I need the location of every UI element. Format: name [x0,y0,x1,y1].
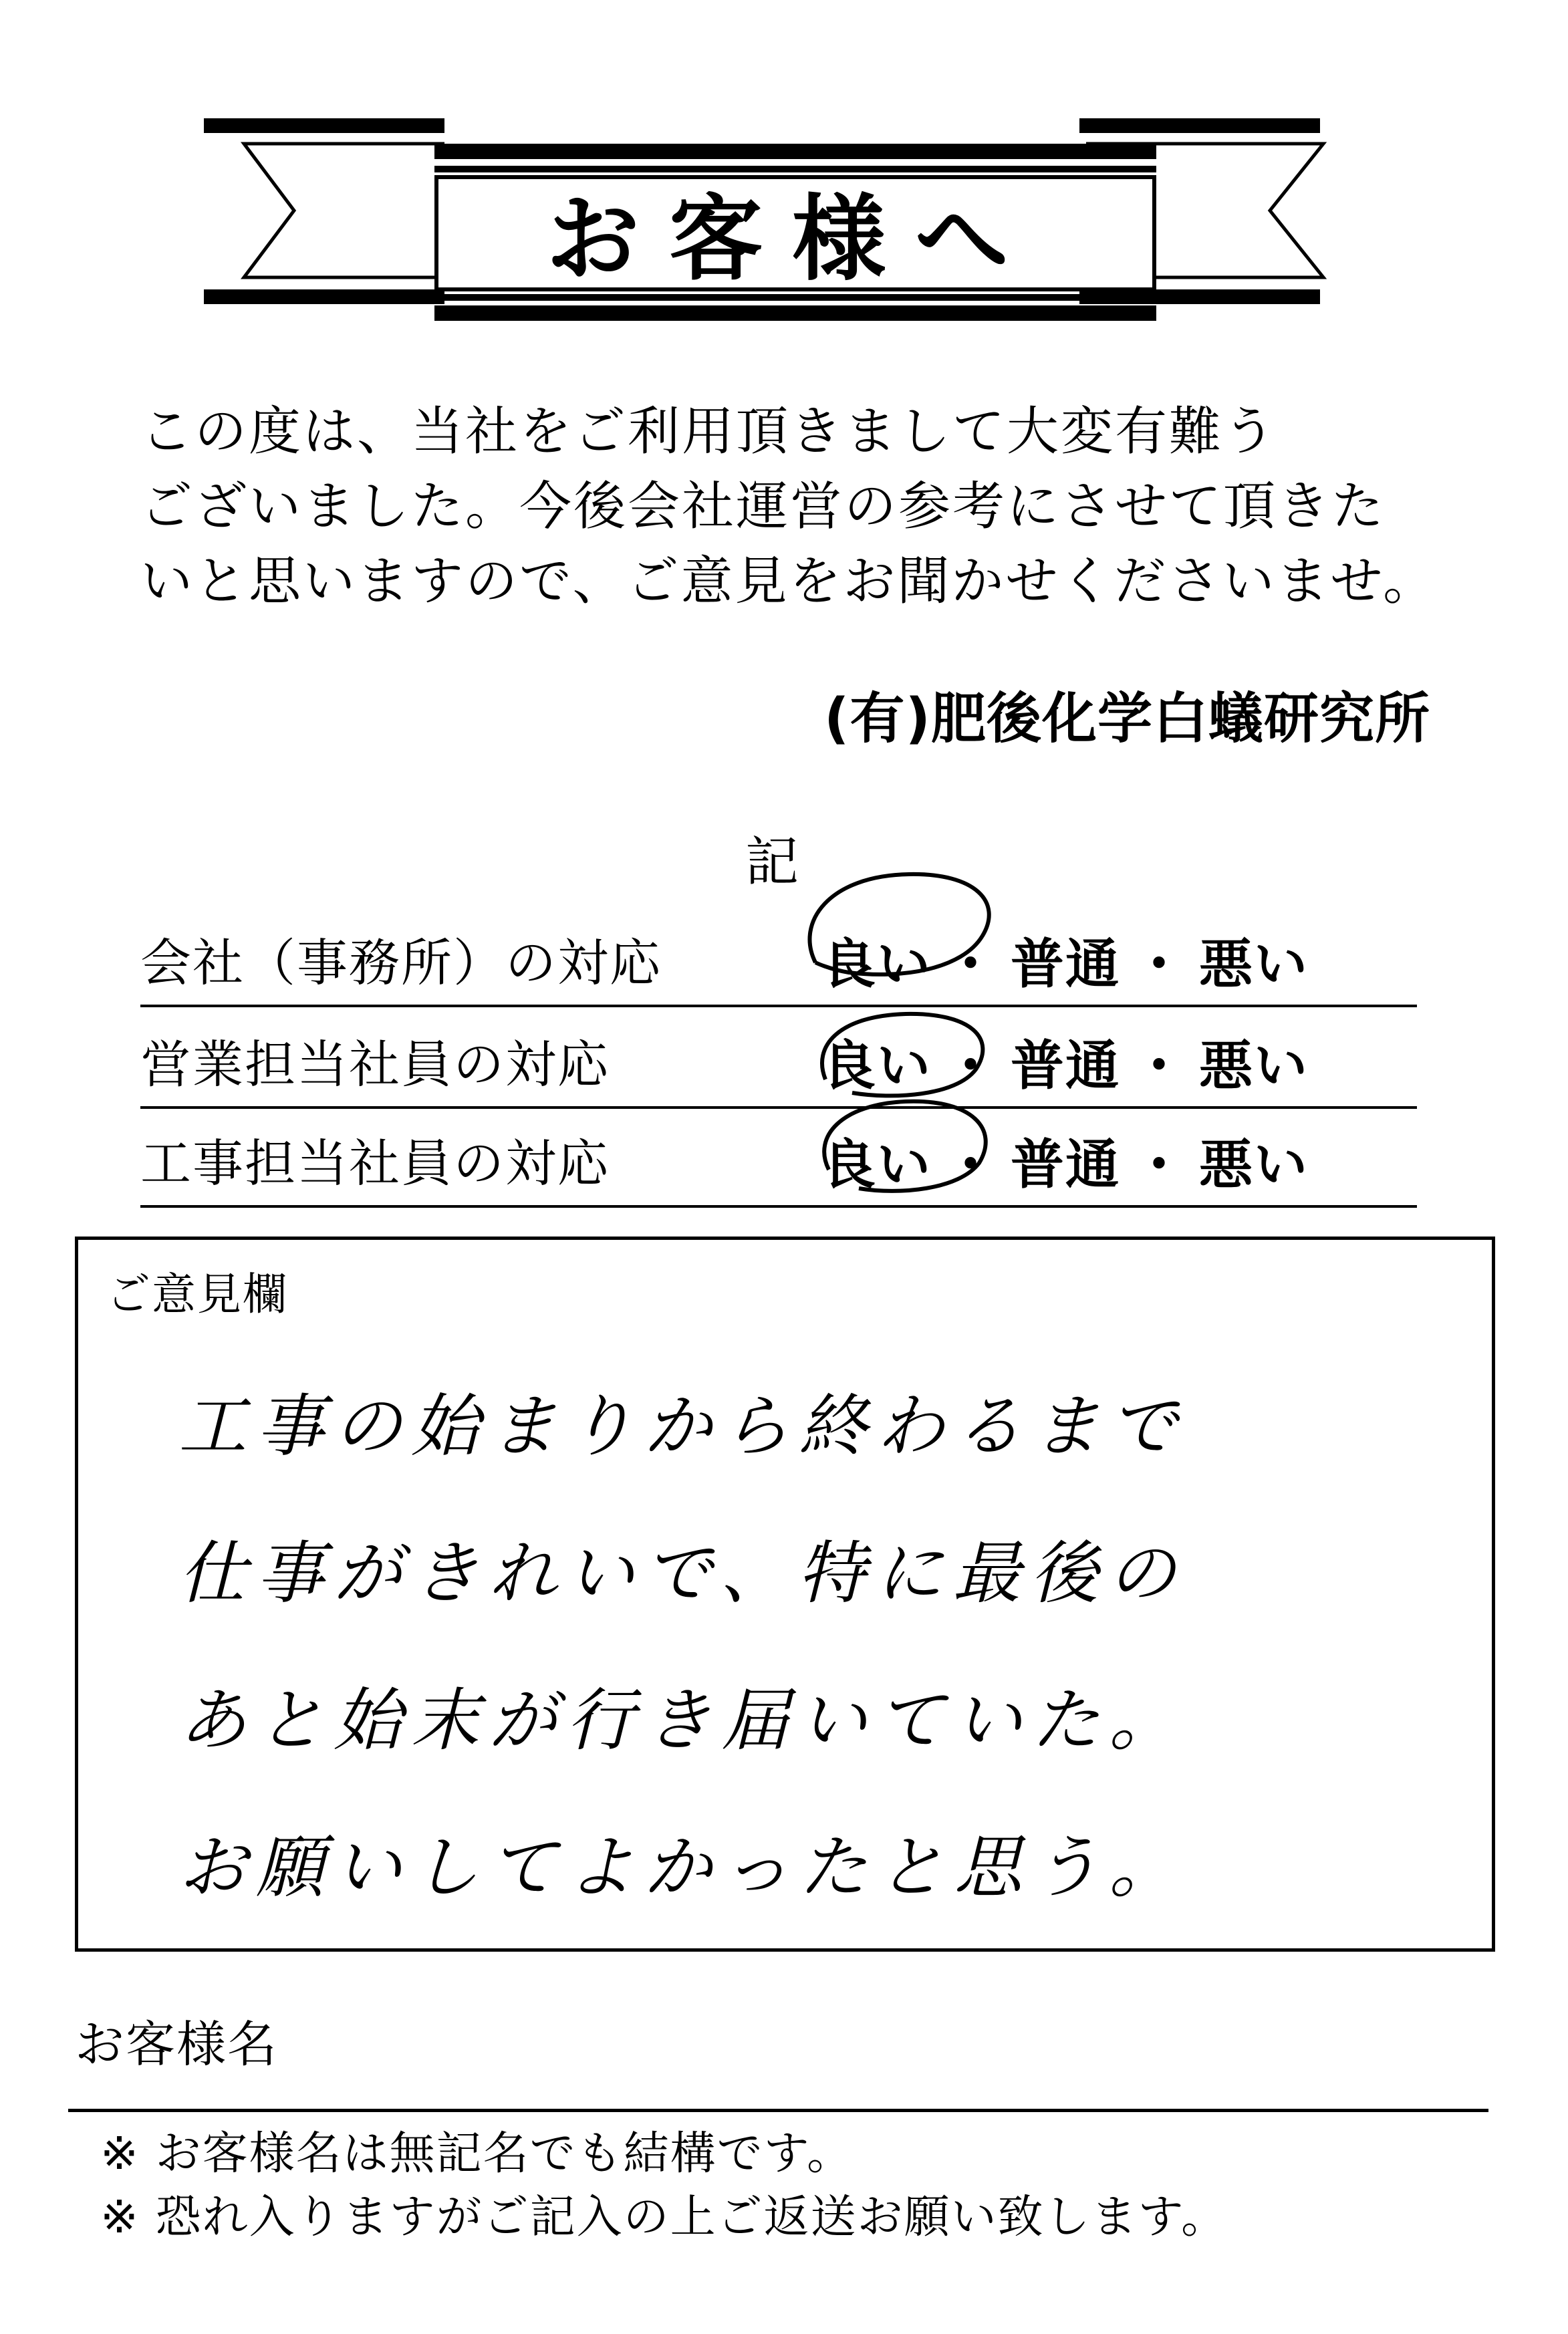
intro-paragraph [140,394,1438,619]
handwritten-line: 仕事がきれいで、特に最後の [178,1534,1185,1613]
option-normal[interactable]: 普通 [1011,1035,1120,1097]
intro-line: ございました。今後会社運営の参考にさせて頂きた [140,477,1386,537]
opinion-label: ご意見欄 [106,1269,288,1320]
handwritten-line: 工事の始まりから終わるまで [178,1387,1186,1466]
option-normal[interactable]: 普通 [1011,933,1120,995]
option-separator: ・ [944,1134,999,1196]
option-normal[interactable]: 普通 [1011,1134,1120,1196]
option-separator: ・ [944,1035,999,1097]
handwritten-line: お願いしてよかったと思う。 [178,1828,1186,1908]
option-bad[interactable]: 悪い [1199,933,1309,995]
intro-line: この度は、当社をご利用頂きまして大変有難う [140,402,1278,462]
rating-row-construction [140,1106,1417,1208]
option-separator: ・ [1132,933,1187,995]
note-line: ※ お客様名は無記名でも結構です。 [100,2127,854,2180]
option-good[interactable]: 良い [822,1035,932,1097]
company-name: (有)肥後化学白蟻研究所 [824,687,1430,751]
option-separator: ・ [1132,1134,1187,1196]
option-separator: ・ [1132,1035,1187,1097]
option-good[interactable]: 良い [822,933,932,995]
customer-name-label: お客様名 [75,2016,278,2073]
intro-line: いと思いますので、ご意見をお聞かせくださいませ。 [140,551,1438,612]
rating-options [822,1023,1309,1099]
note-line: ※ 恐れ入りますがご記入の上ご返送お願い致します。 [100,2191,1228,2244]
rating-options [822,921,1309,998]
customer-name-field[interactable] [68,2109,1488,2112]
option-separator: ・ [944,933,999,995]
handwritten-comment [178,1353,1448,1942]
rating-label: 会社（事務所）の対応 [140,933,662,993]
option-good[interactable]: 良い [822,1134,932,1196]
handwritten-line: あと始末が行き届いていた。 [178,1681,1186,1761]
option-bad[interactable]: 悪い [1199,1035,1309,1097]
banner-title: お客様へ [545,184,1038,294]
option-bad[interactable]: 悪い [1199,1134,1309,1196]
ki-heading: 記 [745,831,799,893]
opinion-box[interactable] [75,1237,1495,1952]
rating-row-company [140,906,1417,1007]
rating-row-sales [140,1007,1417,1109]
footer-notes [100,2122,1228,2249]
rating-label: 工事担当社員の対応 [140,1134,610,1193]
rating-label: 営業担当社員の対応 [140,1035,610,1094]
rating-options [822,1122,1309,1198]
